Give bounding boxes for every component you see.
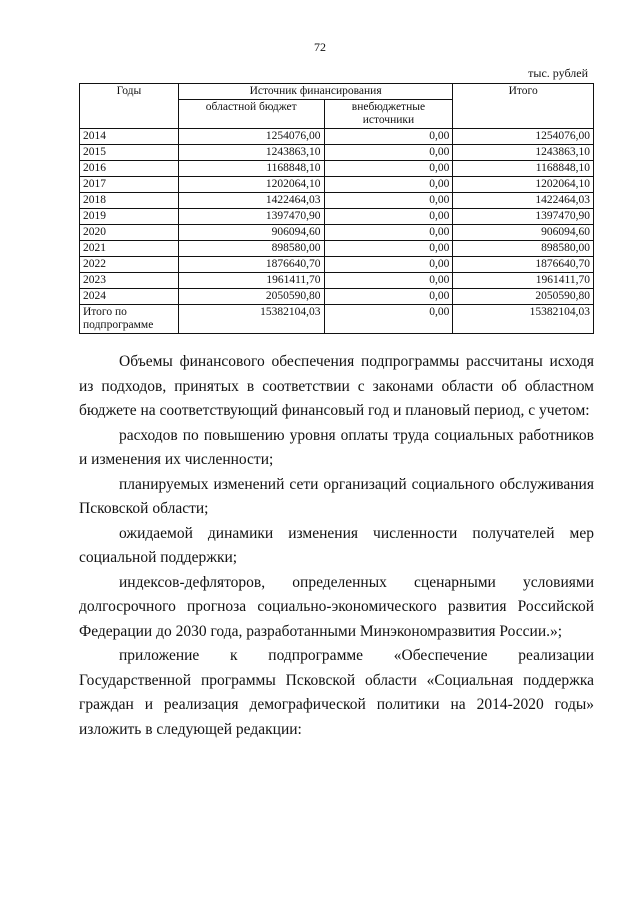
cell-regional-budget: 1168848,10 [178, 161, 324, 177]
cell-year: 2018 [80, 193, 179, 209]
cell-regional-budget: 898580,00 [178, 241, 324, 257]
cell-total: 1876640,70 [453, 257, 594, 273]
table-row [80, 129, 594, 145]
paragraph-item-deflators: индексов-дефляторов, определенных сценарными условиями долгосрочного прогноза социально-экономического развития Российской Федерации до 2030 года, разработанными Минэкономразвития России.»; [79, 573, 594, 640]
table-row [80, 225, 594, 241]
body-text [79, 350, 594, 742]
cell-total: 1397470,90 [453, 209, 594, 225]
table-body [80, 129, 594, 334]
cell-extra-budget: 0,00 [324, 289, 453, 305]
cell-year: 2017 [80, 177, 179, 193]
financing-table [79, 83, 594, 334]
cell-year: 2019 [80, 209, 179, 225]
cell-extra-budget: 0,00 [324, 209, 453, 225]
table-row [80, 193, 594, 209]
cell-regional-budget: 1243863,10 [178, 145, 324, 161]
cell-year: 2021 [80, 241, 179, 257]
page-number: 72 [314, 40, 326, 54]
cell-total: 1168848,10 [453, 161, 594, 177]
cell-year: 2022 [80, 257, 179, 273]
cell-year: Итого по подпрограмме [80, 305, 179, 334]
cell-regional-budget: 2050590,80 [178, 289, 324, 305]
cell-extra-budget: 0,00 [324, 145, 453, 161]
paragraph-item-network: планируемых изменений сети организаций социального обслуживания Псковской области; [79, 475, 594, 517]
cell-total: 2050590,80 [453, 289, 594, 305]
cell-total: 906094,60 [453, 225, 594, 241]
cell-total: 898580,00 [453, 241, 594, 257]
paragraph-intro: Объемы финансового обеспечения подпрограммы рассчитаны исходя из подходов, принятых в соответствии с законами области об областном бюджете на соответствующий финансовый год и плановый период, с учетом: [79, 353, 594, 419]
cell-extra-budget: 0,00 [324, 129, 453, 145]
header-regional-budget: областной бюджет [178, 100, 324, 129]
table-row [80, 145, 594, 161]
header-total: Итого [453, 84, 594, 129]
header-years: Годы [80, 84, 179, 129]
cell-year: 2016 [80, 161, 179, 177]
cell-regional-budget: 906094,60 [178, 225, 324, 241]
cell-regional-budget: 1254076,00 [178, 129, 324, 145]
cell-extra-budget: 0,00 [324, 305, 453, 334]
cell-extra-budget: 0,00 [324, 225, 453, 241]
cell-regional-budget: 15382104,03 [178, 305, 324, 334]
cell-extra-budget: 0,00 [324, 193, 453, 209]
paragraph-item-dynamics: ожидаемой динамики изменения численности получателей мер социальной поддержки; [79, 524, 594, 566]
cell-extra-budget: 0,00 [324, 257, 453, 273]
table-row [80, 305, 594, 334]
table-row [80, 289, 594, 305]
table-row [80, 273, 594, 289]
cell-regional-budget: 1876640,70 [178, 257, 324, 273]
table-row [80, 161, 594, 177]
table-row [80, 241, 594, 257]
cell-total: 1961411,70 [453, 273, 594, 289]
header-extra-budget: внебюджетные источники [324, 100, 453, 129]
table-row [80, 257, 594, 273]
cell-total: 15382104,03 [453, 305, 594, 334]
cell-extra-budget: 0,00 [324, 177, 453, 193]
header-source: Источник финансирования [178, 84, 452, 100]
cell-regional-budget: 1422464,03 [178, 193, 324, 209]
cell-year: 2015 [80, 145, 179, 161]
cell-year: 2014 [80, 129, 179, 145]
cell-regional-budget: 1202064,10 [178, 177, 324, 193]
cell-total: 1422464,03 [453, 193, 594, 209]
cell-regional-budget: 1961411,70 [178, 273, 324, 289]
cell-extra-budget: 0,00 [324, 241, 453, 257]
cell-year: 2020 [80, 225, 179, 241]
table-row [80, 209, 594, 225]
paragraph-appendix: приложение к подпрограмме «Обеспечение реализации Государственной программы Псковской области «Социальная поддержка граждан и реализация демографической политики на 2014-2020 годы» изложить в следующей редакции: [79, 647, 594, 738]
cell-extra-budget: 0,00 [324, 273, 453, 289]
table-row [80, 177, 594, 193]
cell-regional-budget: 1397470,90 [178, 209, 324, 225]
units-label: тыс. рублей [528, 66, 588, 80]
cell-year: 2024 [80, 289, 179, 305]
cell-year: 2023 [80, 273, 179, 289]
cell-total: 1202064,10 [453, 177, 594, 193]
cell-extra-budget: 0,00 [324, 161, 453, 177]
paragraph-item-wages: расходов по повышению уровня оплаты труда социальных работников и изменения их численности; [79, 426, 594, 468]
cell-total: 1243863,10 [453, 145, 594, 161]
cell-total: 1254076,00 [453, 129, 594, 145]
